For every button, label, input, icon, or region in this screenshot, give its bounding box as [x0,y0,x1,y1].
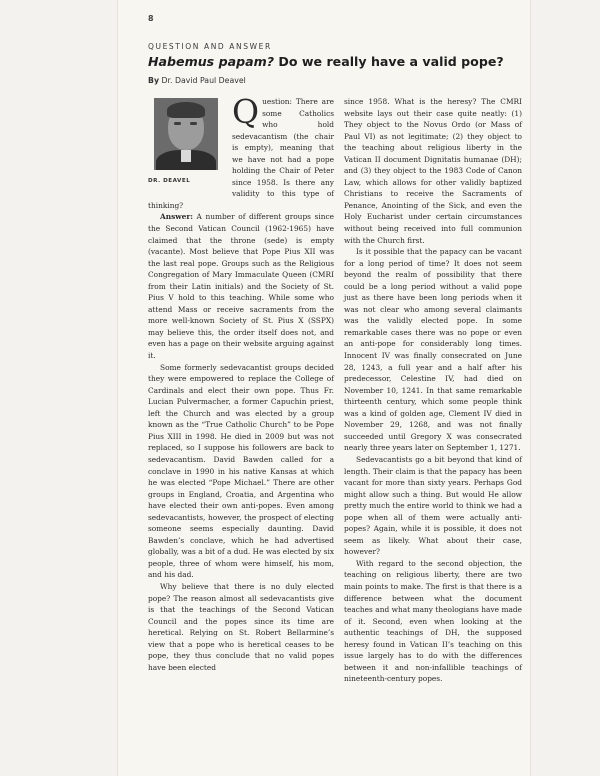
body-paragraph: Is it possible that the papacy can be vacant for a long period of time? It does not seem beyond the realm of possibility that there could be a long period without a valid pope just as there have been long periods when it was not clear who among several claimants was the validly elected pope. In some remarkable cases there was no pope or even an anti-pope for considerably long times. Innocent IV was finally consecrated on June 28, 1243, a full year and a half after his predecessor, Celestine IV, had died on November 10, 1241. In that same remarkable thirteenth century, which some people think was a kind of golden age, Clement IV died in November 29, 1268, and was not finally succeeded until Gregory X was consecrated nearly three years later on September 1, 1271. [344,247,522,453]
body-paragraph: since 1958. What is the heresy? The CMRI website lays out their case quite neatly: (1) They object to the Novus Ordo (or Mass of Paul VI) as not legitimate; (2) they object to the teaching about religious liberty in the Vatican II document Dignitatis humanae (DH); and (3) they object to the 1983 Code of Canon Law, which allows for other validly baptized Christians to receive the Sacraments of Penance, Anointing of the Sick, and even the Holy Eucharist under certain circumstances without being received into full communion with the Church first. [344,97,522,245]
body-paragraph: Some formerly sedevacantist groups decided they were empowered to replace the College of Cardinals and elect their own pope. Thus Fr. Lucian Pulvermacher, a former Capuchin priest, left the Church and was elected by a group known as the “True Catholic Church” to be Pope Pius XIII in 1998. He died in 2009 but was not replaced, so I suppose his followers are back to sedevacantism. David Bawden called for a conclave in 1990 in his native Kansas at which he was elected “Pope Michael.” There are other groups in England, Croatia, and Argentina who have elected their own anti-popes. Even among sedevacantists, however, the prospect of electing someone seems especially daunting. David Bawden’s conclave, which he had advertised globally, was a bit of a dud. He was elected by six people, three of whom were himself, his mom, and his dad. [148,362,334,580]
answer-paragraph [148,211,334,361]
left-column [148,92,334,673]
headline-rest: Do we really have a valid pope? [274,54,504,69]
headline-latin: Habemus papam? [148,54,275,69]
answer-label: Answer: [160,212,193,222]
right-column [344,96,522,685]
section-kicker: QUESTION AND ANSWER [148,42,272,51]
page-number: 8 [148,14,154,23]
author-photo [154,98,218,170]
byline [148,76,246,85]
byline-author: Dr. David Paul Deavel [159,76,246,85]
author-photo-block [148,98,224,194]
body-paragraph: With regard to the second objection, the teaching on religious liberty, there are two main points to make. The first is that there is a difference between what the document teaches and what many theologians have made of it. Second, even when looking at the authentic teachings of DH, the supposed heresy found in Vatican II’s teaching on this issue largely has to do with the differences between it and non-infallible teachings of nineteenth-century popes. [344,558,522,684]
body-paragraph: Why believe that there is no duly elected pope? The reason almost all sedevacantists give is that the teachings of the Second Vatican Council and the popes since its time are heretical. Relying on St. Robert Bellarmine’s view that a pope who is heretical ceases to be pope, they thus conclude that no valid popes have been elected [148,581,334,672]
body-paragraph: Sedevacantists go a bit beyond that kind of length. Their claim is that the papacy has been vacant for more than sixty years. Perhaps God might allow such a thing. But would He allow pretty much the entire world to think we had a pope when all of them were actually anti-popes? Again, while it is possible, it does not seem as likely. What about their case, however? [344,454,522,557]
drop-cap: Q [232,92,260,131]
answer-text: A number of different groups since the Second Vatican Council (1962-1965) have claimed that the throne (sede) is empty (vacante). Most believe that Pope Pius XII was the last real pope. Groups such as the Religious Congregation of Mary Immaculate Queen (CMRI from their Latin initials) and the Society of St. Pius V hold to this teaching. While some who attend Mass or receive sacraments from the more well-known Society of St. Pius X (SSPX) may believe this, the order itself does not, and even has a page on their website arguing against it. [148,212,334,361]
byline-prefix: By [148,76,160,85]
article-headline [148,54,518,69]
question-text: uestion: There are some Catholics who hold sedevacantism (the chair is empty), meaning that we have not had a pope holding the Chair of Peter since 1958. Is there any validity to this type of thinking? [148,97,334,210]
photo-caption: DR. DEAVEL [148,178,191,184]
